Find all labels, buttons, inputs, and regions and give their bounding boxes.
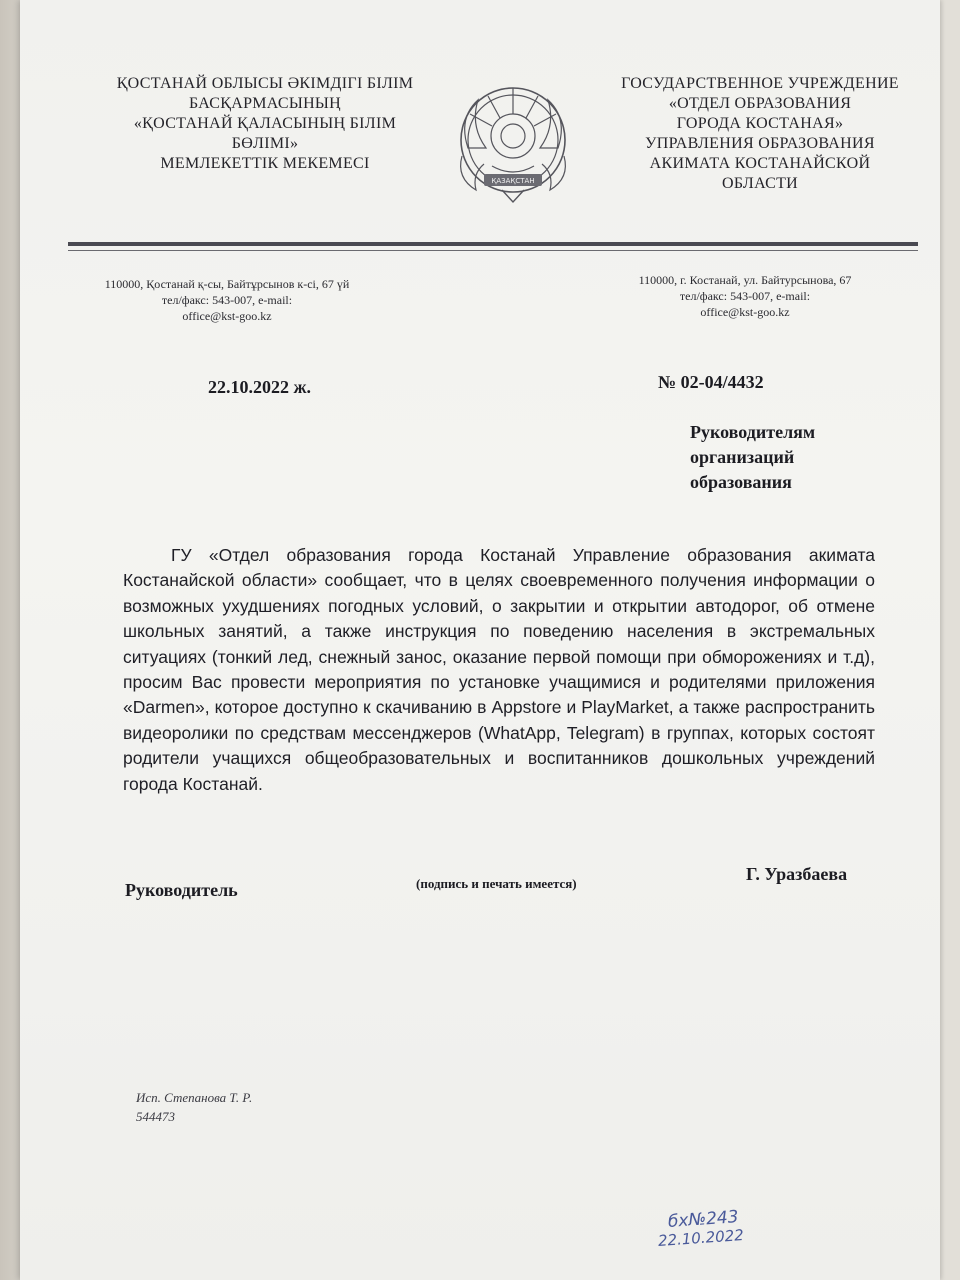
header-ru-line: ГОСУДАРСТВЕННОЕ УЧРЕЖДЕНИЕ xyxy=(621,75,899,92)
address-kz-line: тел/факс: 543-007, e-mail: xyxy=(161,293,293,307)
addressee-line: организаций xyxy=(690,447,795,467)
header-kz-line: ҚОСТАНАЙ ОБЛЫСЫ ӘКІМДІГІ БІЛІМ xyxy=(116,75,414,92)
registration-number: № 02-04/4432 xyxy=(658,372,764,392)
address-ru xyxy=(600,272,890,320)
emblem-ribbon-text: ҚАЗАҚСТАН xyxy=(491,177,535,185)
signer-name: Г. Уразбаева xyxy=(746,864,848,884)
header-divider xyxy=(68,242,918,246)
header-kz xyxy=(60,74,470,174)
address-ru-line: office@kst-goo.kz xyxy=(700,305,790,319)
address-kz-line: 110000, Қостанай қ-сы, Байтұрсынов к-сі, 67 үй xyxy=(104,277,350,291)
addressee-line: образования xyxy=(690,472,792,492)
address-ru-line: 110000, г. Костанай, ул. Байтурсынова, 67 xyxy=(638,273,852,287)
executor-name: Исп. Степанова Т. Р. xyxy=(136,1090,253,1105)
handwritten-incoming-number: бх№243 xyxy=(667,1207,740,1232)
header-kz-line: «ҚОСТАНАЙ ҚАЛАСЫНЫҢ БІЛІМ xyxy=(133,115,397,132)
signer-title: Руководитель xyxy=(125,880,238,900)
executor-block xyxy=(136,1088,252,1126)
state-emblem-icon xyxy=(448,78,578,208)
header-ru xyxy=(575,74,945,194)
header-kz-line: БӨЛІМІ» xyxy=(231,135,299,152)
letter-body: ГУ «Отдел образования города Костанай Управление образования акимата Костанайской области» сообщает, что в целях своевременного получения информации о возможных ухудшениях погодных условий, о закрытии и открытии автодорог, об отмене школьных занятий, а также инструкция по поведению населения в экстремальных ситуациях (тонкий лед, снежный занос, оказание первой помощи при обморожениях и т.д), просим Вас провести мероприятия по установке учащимися и родителями приложения «Darmen», которое доступно к скачиванию в Appstore и PlayMarket, а также распространить видеоролики по средствам мессенджеров (WhatApp, Telegram) в группах, которых состоят родители учащихся общеобразовательных и воспитанников дошкольных учреждений города Костанай. xyxy=(123,545,875,794)
signature-note: (подпись и печать имеется) xyxy=(416,876,577,891)
header-ru-line: ГОРОДА КОСТАНАЯ» xyxy=(676,115,844,132)
address-kz xyxy=(72,276,382,324)
header-kz-line: МЕМЛЕКЕТТІК МЕКЕМЕСІ xyxy=(160,155,370,172)
header-ru-line: АКИМАТА КОСТАНАЙСКОЙ xyxy=(649,155,871,172)
header-divider-thin xyxy=(68,250,918,251)
addressee-line: Руководителям xyxy=(690,422,816,442)
header-ru-line: УПРАВЛЕНИЯ ОБРАЗОВАНИЯ xyxy=(645,135,875,152)
header-ru-line: «ОТДЕЛ ОБРАЗОВАНИЯ xyxy=(668,95,852,112)
header-kz-line: БАСҚАРМАСЫНЫҢ xyxy=(188,95,342,112)
address-ru-line: тел/факс: 543-007, e-mail: xyxy=(679,289,811,303)
document-date: 22.10.2022 ж. xyxy=(208,377,312,397)
handwritten-incoming-date: 22.10.2022 xyxy=(657,1226,745,1250)
addressee-block xyxy=(690,420,815,495)
executor-phone: 544473 xyxy=(136,1109,175,1124)
header-ru-line: ОБЛАСТИ xyxy=(721,175,799,192)
address-kz-line: office@kst-goo.kz xyxy=(182,309,272,323)
